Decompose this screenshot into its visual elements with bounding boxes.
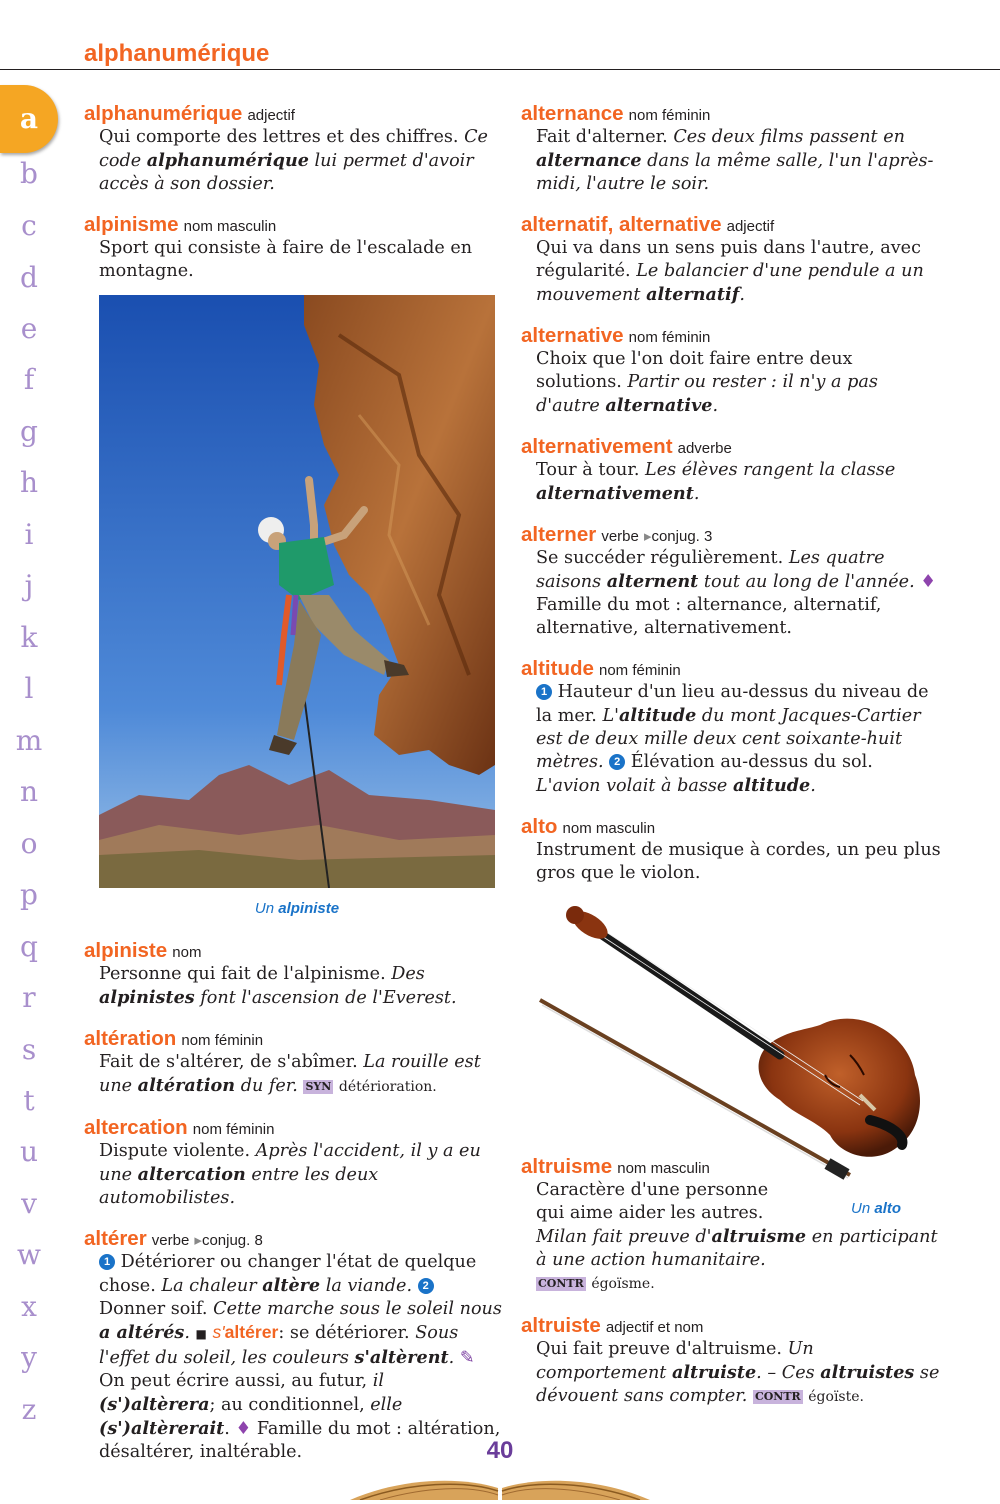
part-of-speech: adjectif xyxy=(247,107,295,124)
entry-altercation xyxy=(84,1116,504,1210)
headword: alternance xyxy=(521,102,624,125)
letter-tab-b[interactable]: b xyxy=(20,157,38,190)
climber-illustration xyxy=(99,295,495,888)
sense-number-1: 1 xyxy=(536,684,552,700)
conjugation-ref: conjug. 8 xyxy=(201,1232,263,1249)
synonym-tag: SYN xyxy=(305,1080,332,1093)
part-of-speech: nom féminin xyxy=(628,107,711,124)
headword: alternativement xyxy=(521,435,673,458)
definition: Fait d'alterner. Ces deux films passent en alternance dans la même salle, l'un l'après-midi, l'autre le soir. xyxy=(536,127,934,194)
viola-icon xyxy=(530,905,930,1185)
viola-caption: Un alto xyxy=(851,1200,902,1217)
letter-tab-z[interactable]: z xyxy=(21,1393,37,1426)
part-of-speech: adjectif et nom xyxy=(605,1319,704,1336)
headword: alternative xyxy=(521,324,624,347)
entry-alternatif xyxy=(521,213,941,307)
letter-tab-d[interactable]: d xyxy=(20,261,38,294)
headword: alterner xyxy=(521,523,597,546)
definition: Choix que l'on doit faire entre deux solutions. Partir ou rester : il n'y a pas d'autre alternative. xyxy=(536,349,878,416)
headword: altitude xyxy=(521,657,594,680)
letter-tab-a[interactable]: a xyxy=(0,85,58,153)
headword: altérer xyxy=(84,1227,147,1250)
entry-alpinisme xyxy=(84,213,504,917)
sense-number-2: 2 xyxy=(418,1278,434,1294)
headword: alto xyxy=(521,815,558,838)
letter-tab-j[interactable]: j xyxy=(24,569,34,602)
diamond-icon: ♦ xyxy=(235,1419,252,1439)
headword: altruisme xyxy=(521,1155,613,1178)
letter-tab-f[interactable]: f xyxy=(23,363,35,396)
entry-alternative xyxy=(521,324,941,418)
letter-tab-c[interactable]: c xyxy=(21,209,37,242)
entry-alteration xyxy=(84,1027,504,1099)
header-rule xyxy=(0,69,1000,70)
definition: Instrument de musique à cordes, un peu plus gros que le violon. xyxy=(536,840,941,883)
part-of-speech: verbe xyxy=(151,1232,190,1249)
entry-alternance xyxy=(521,102,941,196)
climber-photo xyxy=(99,295,495,888)
running-head: alphanumérique xyxy=(84,40,270,67)
triangle-icon: ▸ xyxy=(194,1232,202,1249)
part-of-speech: nom féminin xyxy=(192,1121,275,1138)
letter-tab-l[interactable]: l xyxy=(24,672,34,705)
sense-number-1: 1 xyxy=(99,1254,115,1270)
headword: altercation xyxy=(84,1116,188,1139)
part-of-speech: verbe xyxy=(601,528,639,545)
entry-alterner xyxy=(521,523,941,640)
letter-tab-v[interactable]: v xyxy=(21,1187,37,1220)
headword: alphanumérique xyxy=(84,102,243,125)
letter-tab-o[interactable]: o xyxy=(20,827,38,860)
definition: Qui va dans un sens puis dans l'autre, avec régularité. Le balancier d'une pendule a un mouvement alternatif. xyxy=(536,238,924,305)
letter-tab-m[interactable]: m xyxy=(15,724,43,757)
definition: Personne qui fait de l'alpinisme. Des alpinistes font l'ascension de l'Everest. xyxy=(99,964,457,1008)
definition: 1 Hauteur d'un lieu au-dessus du niveau de la mer. L'altitude du mont Jacques-Cartier est de deux mille deux cent soixante-huit mètres. 2 Élévation au-dessus du sol. L'avion volait à basse altitude. xyxy=(536,682,929,796)
headword: altération xyxy=(84,1027,177,1050)
letter-tab-p[interactable]: p xyxy=(20,878,38,911)
letter-tab-q[interactable]: q xyxy=(20,930,38,963)
definition: Caractère d'une personne qui aime aider les autres. Milan fait preuve d'altruisme en participant à une action humanitaire. CONTR égoïsme. xyxy=(536,1180,938,1292)
definition: Tour à tour. Les élèves rangent la classe alternativement. xyxy=(536,460,896,504)
letter-tab-w[interactable]: w xyxy=(17,1238,41,1271)
letter-tab-n[interactable]: n xyxy=(19,775,39,808)
right-column xyxy=(521,102,941,902)
letter-tab-x[interactable]: x xyxy=(21,1290,37,1323)
letter-tab-y[interactable]: y xyxy=(21,1341,37,1374)
letter-tab-s[interactable]: s xyxy=(21,1033,37,1066)
pencil-note-icon: ✎ xyxy=(459,1348,475,1368)
open-book-icon xyxy=(340,1458,660,1504)
letter-tab-t[interactable]: t xyxy=(23,1084,35,1117)
entry-altitude xyxy=(521,657,941,798)
antonym-tag: CONTR xyxy=(754,1390,801,1403)
conjugation-ref: conjug. 3 xyxy=(651,528,713,545)
entry-altruisme xyxy=(521,1155,941,1296)
part-of-speech: nom féminin xyxy=(628,329,711,346)
part-of-speech: nom féminin xyxy=(599,662,681,679)
part-of-speech: adverbe xyxy=(677,440,732,457)
letter-tab-u[interactable]: u xyxy=(19,1135,39,1168)
letter-tab-k[interactable]: k xyxy=(20,621,38,654)
definition: Se succéder régulièrement. Les quatre saisons alternent tout au long de l'année. ♦ Famille du mot : alternance, alternatif, alternative, alternativement. xyxy=(536,548,937,638)
definition: Qui fait preuve d'altruisme. Un comportement altruiste. – Ces altruistes se dévouent sans compter. CONTR égoïste. xyxy=(536,1339,940,1406)
page-number: 40 xyxy=(486,1437,514,1464)
square-bullet-icon: ■ xyxy=(195,1327,207,1341)
entry-alphanumerique xyxy=(84,102,504,196)
viola-illustration xyxy=(530,905,930,1189)
antonym-tag: CONTR xyxy=(538,1277,584,1290)
headword: alpinisme xyxy=(84,213,179,236)
definition: Fait de s'altérer, de s'abîmer. La rouille est une altération du fer. SYN détérioration. xyxy=(99,1052,481,1096)
definition: Sport qui consiste à faire de l'escalade en montagne. xyxy=(99,238,473,281)
entry-alternativement xyxy=(521,435,941,506)
part-of-speech: nom masculin xyxy=(562,820,656,837)
entry-alpiniste xyxy=(84,939,504,1010)
letter-tab-e[interactable]: e xyxy=(20,312,38,345)
left-column xyxy=(84,102,504,1481)
part-of-speech: nom xyxy=(172,944,202,961)
sense-number-2: 2 xyxy=(609,754,625,770)
part-of-speech: nom masculin xyxy=(183,218,277,235)
part-of-speech: nom masculin xyxy=(617,1160,710,1177)
definition: Dispute violente. Après l'accident, il y a eu une altercation entre les deux automobilistes. xyxy=(99,1141,481,1208)
headword: alpiniste xyxy=(84,939,168,962)
letter-tab-i[interactable]: i xyxy=(24,518,34,551)
sub-headword: s'altérer xyxy=(212,1322,279,1342)
part-of-speech: adjectif xyxy=(726,218,775,235)
definition: Qui comporte des lettres et des chiffres. Ce code alphanumérique lui permet d'avoir accès à son dossier. xyxy=(99,127,488,194)
entry-alterer xyxy=(84,1227,504,1464)
letter-tab-g[interactable]: g xyxy=(20,415,38,448)
letter-tab-r[interactable]: r xyxy=(22,981,36,1014)
letter-tab-h[interactable]: h xyxy=(19,466,39,499)
triangle-icon: ▸ xyxy=(643,528,652,545)
diamond-icon: ♦ xyxy=(920,572,937,592)
entry-alto xyxy=(521,815,941,885)
part-of-speech: nom féminin xyxy=(181,1032,264,1049)
photo-caption: Un alpiniste xyxy=(254,900,340,917)
definition: 1 Détériorer ou changer l'état de quelque chose. La chaleur altère la viande. 2 Donner soif. Cette marche sous le soleil nous a altérés. ■ s'altérer: se détériorer. Sous l'effet du soleil, les couleurs s'altèrent. ✎ On peut écrire aussi, au futur, il (s')altèrera; au conditionnel, elle (s')altèrerait. ♦ Famille du mot : altération, désaltérer, inaltérable. xyxy=(99,1252,502,1462)
headword: alternatif, alternative xyxy=(521,213,722,236)
headword: altruiste xyxy=(521,1314,601,1337)
entry-altruiste xyxy=(521,1314,941,1409)
